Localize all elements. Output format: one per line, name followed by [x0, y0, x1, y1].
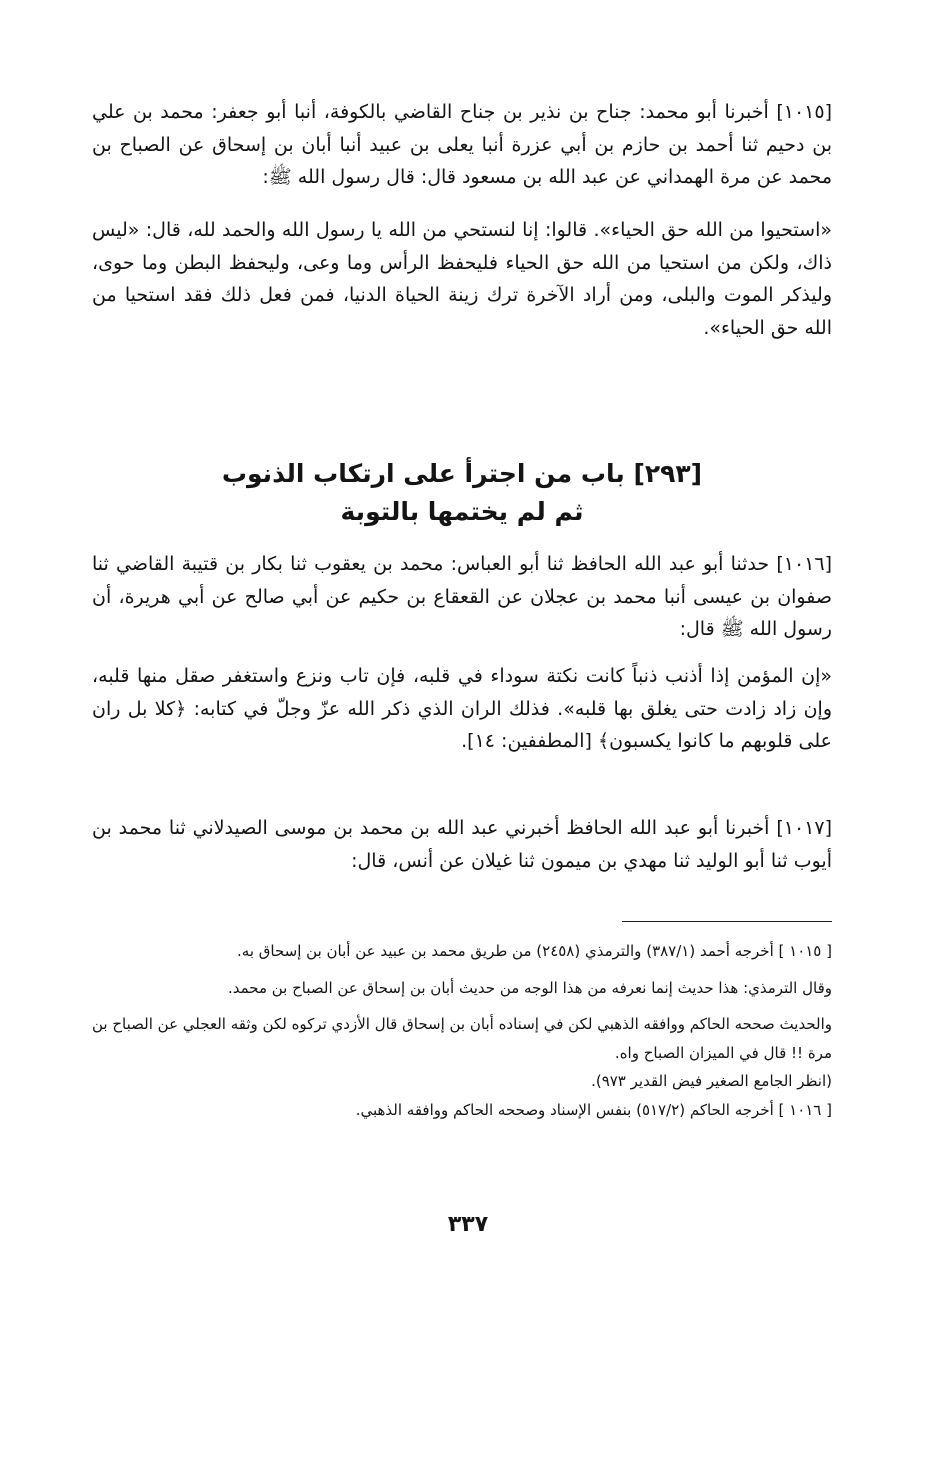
footnote-1015: [ ١٠١٥ ] أخرجه أحمد (٣٨٧/١) والترمذي (٢٤٥٨) من طريق محمد بن عبيد عن أبان بن إسحاق به. [237, 942, 832, 960]
hadith-1015 [92, 96, 832, 345]
footnotes [92, 937, 832, 1124]
hadith-1017-isnad: [١٠١٧] أخبرنا أبو عبد الله الحافظ أخبرني عبد الله بن محمد بن موسى الصيدلاني ثنا محمد بن أيوب ثنا أبو الوليد ثنا مهدي بن ميمون ثنا غيلان عن أنس، قال: [92, 817, 832, 872]
footnote-grading: والحديث صححه الحاكم ووافقه الذهبي لكن في إسناده أبان بن إسحاق قال الأزدي تركوه لكن وثقه العجلي عن الصباح بن مرة !! قال في الميزان الصباح واه. [92, 1015, 832, 1062]
footnote-1016: [ ١٠١٦ ] أخرجه الحاكم (٥١٧/٢) بنفس الإسناد وصححه الحاكم ووافقه الذهبي. [355, 1100, 832, 1119]
hadith-1015-isnad: [١٠١٥] أخبرنا أبو محمد: جناح بن نذير بن جناح القاضي بالكوفة، أنبا أبو جعفر: محمد بن علي بن دحيم ثنا أحمد بن حازم بن أبي عزرة أنبا يعلى بن عبيد أنبا أبان بن إسحاق عن الصباح بن محمد عن مرة الهمداني عن عبد الله بن مسعود قال: قال رسول الله ﷺ: [92, 101, 832, 189]
hadith-1015-matn: «استحيوا من الله حق الحياء». قالوا: إنا لنستحي من الله يا رسول الله والحمد لله، قال: «ليس ذاك، ولكن من استحيا من الله حق الحياء فليحفظ الرأس وما وعى، وليحفظ البطن وما حوى، وليذكر الموت والبلى، ومن أراد الآخرة ترك زينة الحياة الدنيا، فمن فعل ذلك فقد استحيا من الله حق الحياء». [92, 219, 832, 340]
chapter-heading-line-1: [٢٩٣] باب من اجترأ على ارتكاب الذنوب [221, 459, 703, 488]
page-number: ٣٣٧ [447, 1212, 489, 1237]
chapter-heading [92, 455, 832, 530]
footnote-reference: (انظر الجامع الصغير فيض القدير ٩٧٣). [591, 1072, 832, 1090]
footnote-separator [622, 921, 832, 922]
hadith-1016-isnad: [١٠١٦] حدثنا أبو عبد الله الحافظ ثنا أبو العباس: محمد بن يعقوب ثنا بكار بن قتيبة القاضي ثنا صفوان بن عيسى أنبا محمد بن عجلان عن القعقاع بن حكيم عن أبي صالح عن أبي هريرة، أن رسول الله ﷺ قال: [92, 553, 832, 641]
hadith-1016 [92, 548, 832, 758]
hadith-1017 [92, 812, 832, 877]
hadith-1016-matn: «إن المؤمن إذا أذنب ذنباً كانت نكتة سوداء في قلبه، فإن تاب ونزع واستغفر صقل منها قلبه، وإن زاد زادت حتى يغلق بها قلبه». فذلك الران الذي ذكر الله عزّ وجلّ في كتابه: ﴿كلا بل ران على قلوبهم ما كانوا يكسبون﴾ [المطففين: ١٤]. [92, 665, 832, 753]
footnote-tirmidhi: وقال الترمذي: هذا حديث إنما نعرفه من هذا الوجه من حديث أبان بن إسحاق عن الصباح بن محمد. [227, 978, 832, 997]
chapter-heading-line-2: ثم لم يختمها بالتوبة [340, 496, 584, 526]
